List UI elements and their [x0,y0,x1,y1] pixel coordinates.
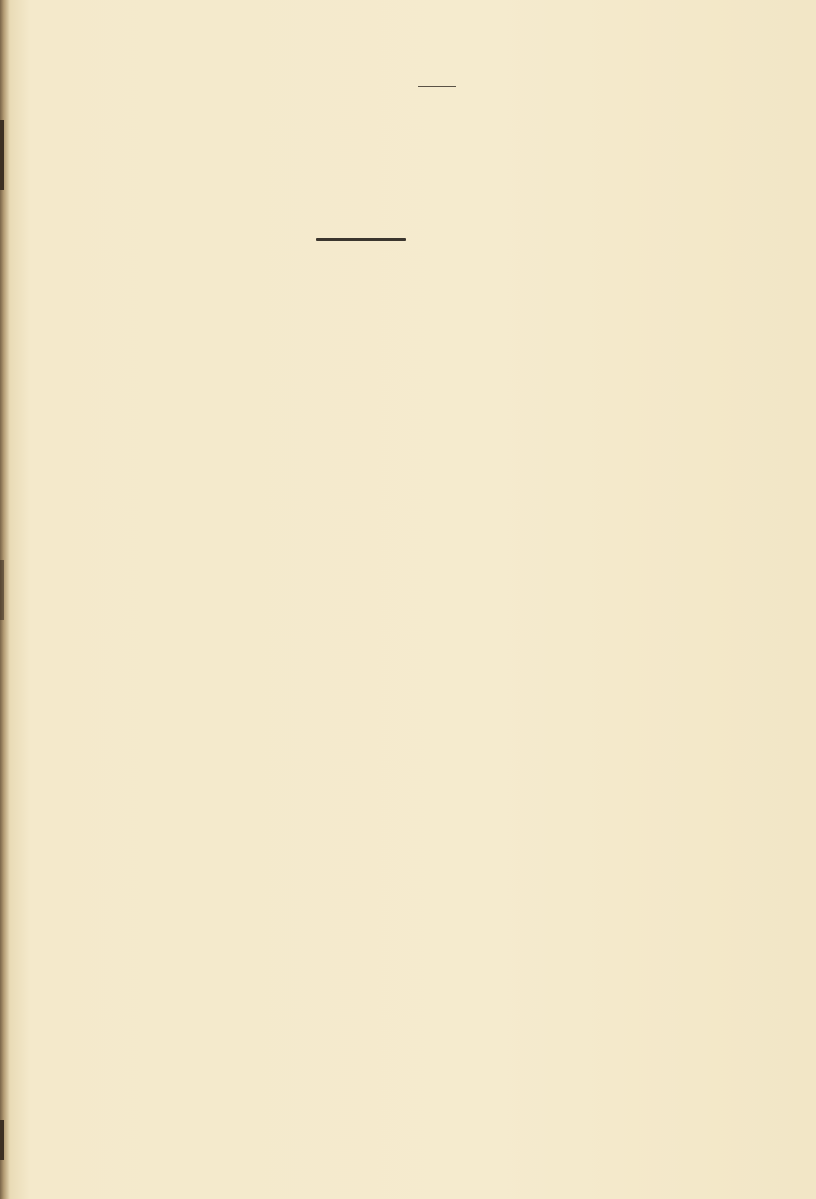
binding-edge-mark [0,560,4,620]
section-divider [316,238,406,241]
binding-edge-mark [0,1120,4,1160]
page-number-underline [418,86,456,87]
binding-edge-mark [0,120,4,190]
